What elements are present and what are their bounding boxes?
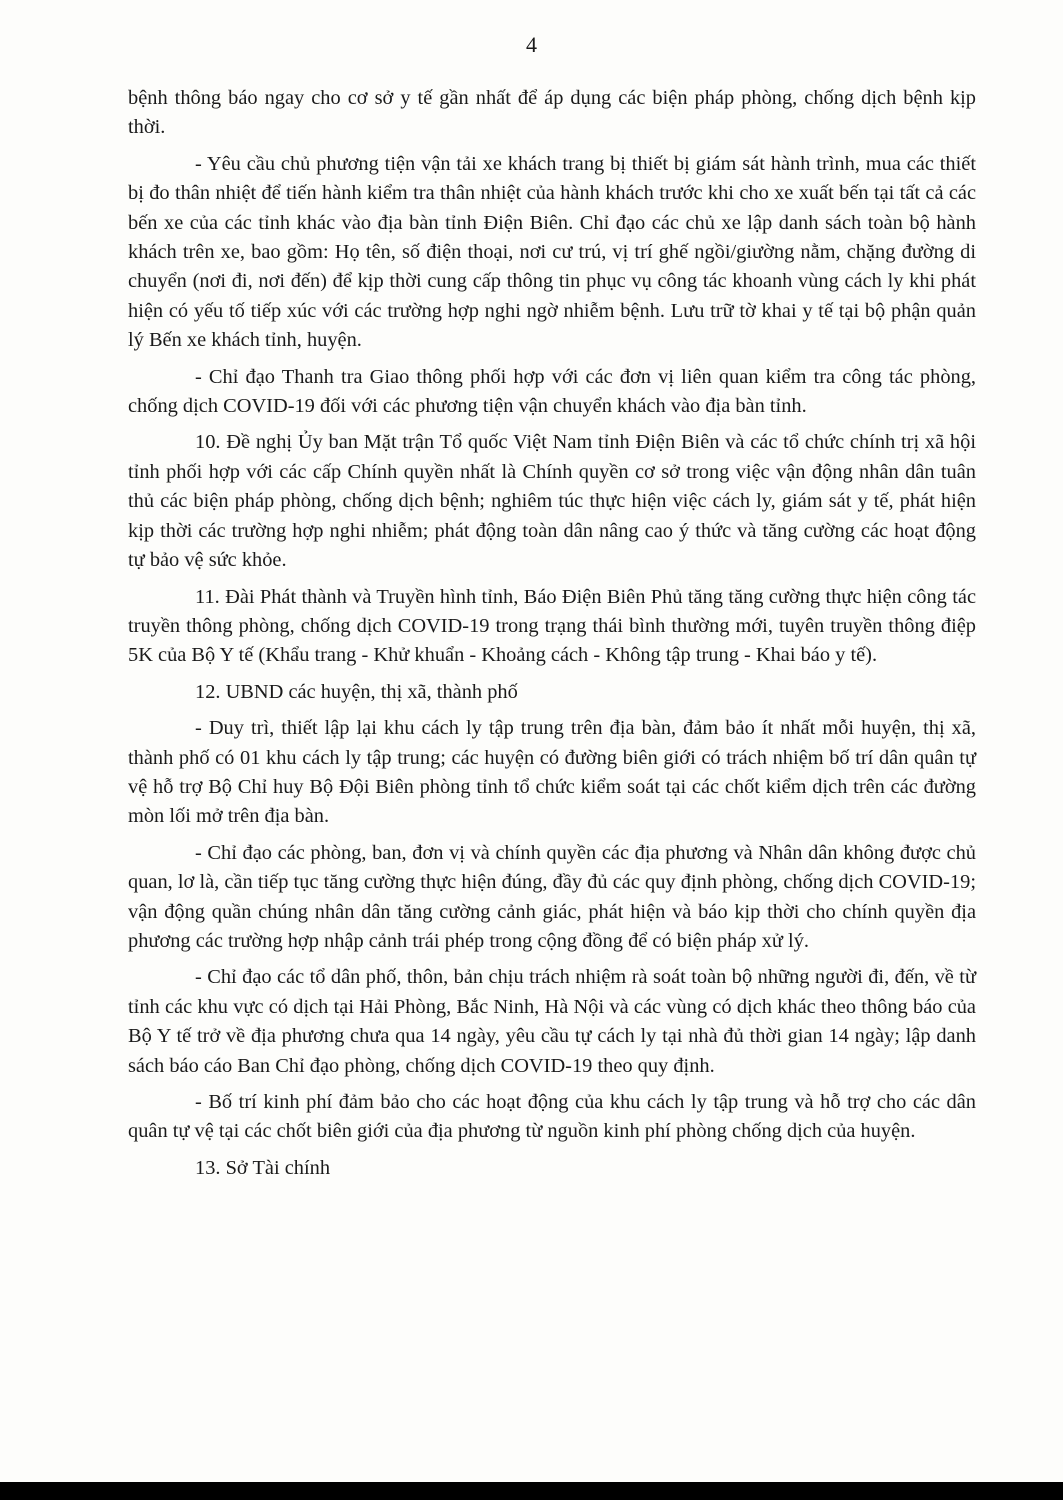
paragraph-residents-review: - Chỉ đạo các tổ dân phố, thôn, bản chịu trách nhiệm rà soát toàn bộ những người đi, đến, về từ tỉnh các khu vực có dịch tại Hải Phòng, Bắc Ninh, Hà Nội và các vùng có dịch khác theo thông báo của Bộ Y tế trở về địa phương chưa qua 14 ngày, yêu cầu tự cách ly tại nhà đủ thời gian 14 ngày; lập danh sách báo cáo Ban Chỉ đạo phòng, chống dịch COVID-19 theo quy định. bbox=[128, 966, 976, 1077]
document-body bbox=[128, 84, 976, 1190]
paragraph-item-10: 10. Đề nghị Ủy ban Mặt trận Tổ quốc Việt Nam tỉnh Điện Biên và các tổ chức chính trị xã hội tỉnh phối hợp với các cấp Chính quyền nhất là Chính quyền cơ sở trong việc vận động nhân dân tuân thủ các biện pháp phòng, chống dịch bệnh; nghiêm túc thực hiện việc cách ly, giám sát y tế, phát hiện kịp thời các trường hợp nghi nhiễm; phát động toàn dân nâng cao ý thức và tăng cường các hoạt động tự bảo vệ sức khỏe. bbox=[128, 431, 976, 572]
paragraph-continuation: bệnh thông báo ngay cho cơ sở y tế gần nhất để áp dụng các biện pháp phòng, chống dịch bệnh kịp thời. bbox=[128, 87, 976, 139]
scan-border-bottom bbox=[0, 1482, 1063, 1500]
page-number: 4 bbox=[526, 32, 537, 57]
paragraph-funding: - Bố trí kinh phí đảm bảo cho các hoạt động của khu cách ly tập trung và hỗ trợ cho các dân quân tự vệ tại các chốt biên giới của địa phương từ nguồn kinh phí phòng chống dịch của huyện. bbox=[128, 1091, 976, 1143]
paragraph-quarantine-zones: - Duy trì, thiết lập lại khu cách ly tập trung trên địa bàn, đảm bảo ít nhất mỗi huyện, thị xã, thành phố có 01 khu cách ly tập trung; các huyện có đường biên giới có trách nhiệm bố trí dân quân tự vệ hỗ trợ Bộ Chỉ huy Bộ Đội Biên phòng tỉnh tổ chức kiểm soát tại các chốt kiểm dịch trên các đường mòn lối mở trên địa bàn. bbox=[128, 717, 976, 828]
paragraph-traffic-inspection: - Chỉ đạo Thanh tra Giao thông phối hợp với các đơn vị liên quan kiểm tra công tác phòng, chống dịch COVID-19 đối với các phương tiện vận chuyển khách vào địa bàn tỉnh. bbox=[128, 365, 976, 418]
paragraph-local-authorities: - Chỉ đạo các phòng, ban, đơn vị và chính quyền các địa phương và Nhân dân không được chủ quan, lơ là, cần tiếp tục tăng cường thực hiện đúng, đầy đủ các quy định phòng, chống dịch COVID-19; vận động quần chúng nhân dân tăng cường cảnh giác, phát hiện và báo kịp thời cho chính quyền địa phương các trường hợp nhập cảnh trái phép trong cộng đồng để có biện pháp xử lý. bbox=[128, 841, 976, 952]
paragraph-item-12-heading: 12. UBND các huyện, thị xã, thành phố bbox=[195, 680, 518, 703]
paragraph-item-11: 11. Đài Phát thành và Truyền hình tỉnh, Báo Điện Biên Phủ tăng tăng cường thực hiện công tác truyền thông phòng, chống dịch COVID-19 trong trạng thái bình thường mới, tuyên truyền thông điệp 5K của Bộ Y tế (Khẩu trang - Khử khuẩn - Khoảng cách - Không tập trung - Khai báo y tế). bbox=[128, 585, 976, 667]
paragraph-item-13-heading: 13. Sở Tài chính bbox=[195, 1156, 331, 1179]
paragraph-vehicle-monitoring: - Yêu cầu chủ phương tiện vận tải xe khách trang bị thiết bị giám sát hành trình, mua các thiết bị đo thân nhiệt để tiến hành kiểm tra thân nhiệt của hành khách trước khi cho xe xuất bến tại tất cả các bến xe của các tỉnh khác vào địa bàn tỉnh Điện Biên. Chỉ đạo các chủ xe lập danh sách toàn bộ hành khách trên xe, bao gồm: Họ tên, số điện thoại, nơi cư trú, vị trí ghế ngồi/giường nằm, chặng đường di chuyển (nơi đi, nơi đến) để kịp thời cung cấp thông tin phục vụ công tác khoanh vùng cách ly khi phát hiện có yếu tố tiếp xúc với các trường hợp nghi ngờ nhiễm bệnh. Lưu trữ tờ khai y tế tại bộ phận quản lý Bến xe khách tỉnh, huyện. bbox=[128, 152, 976, 352]
